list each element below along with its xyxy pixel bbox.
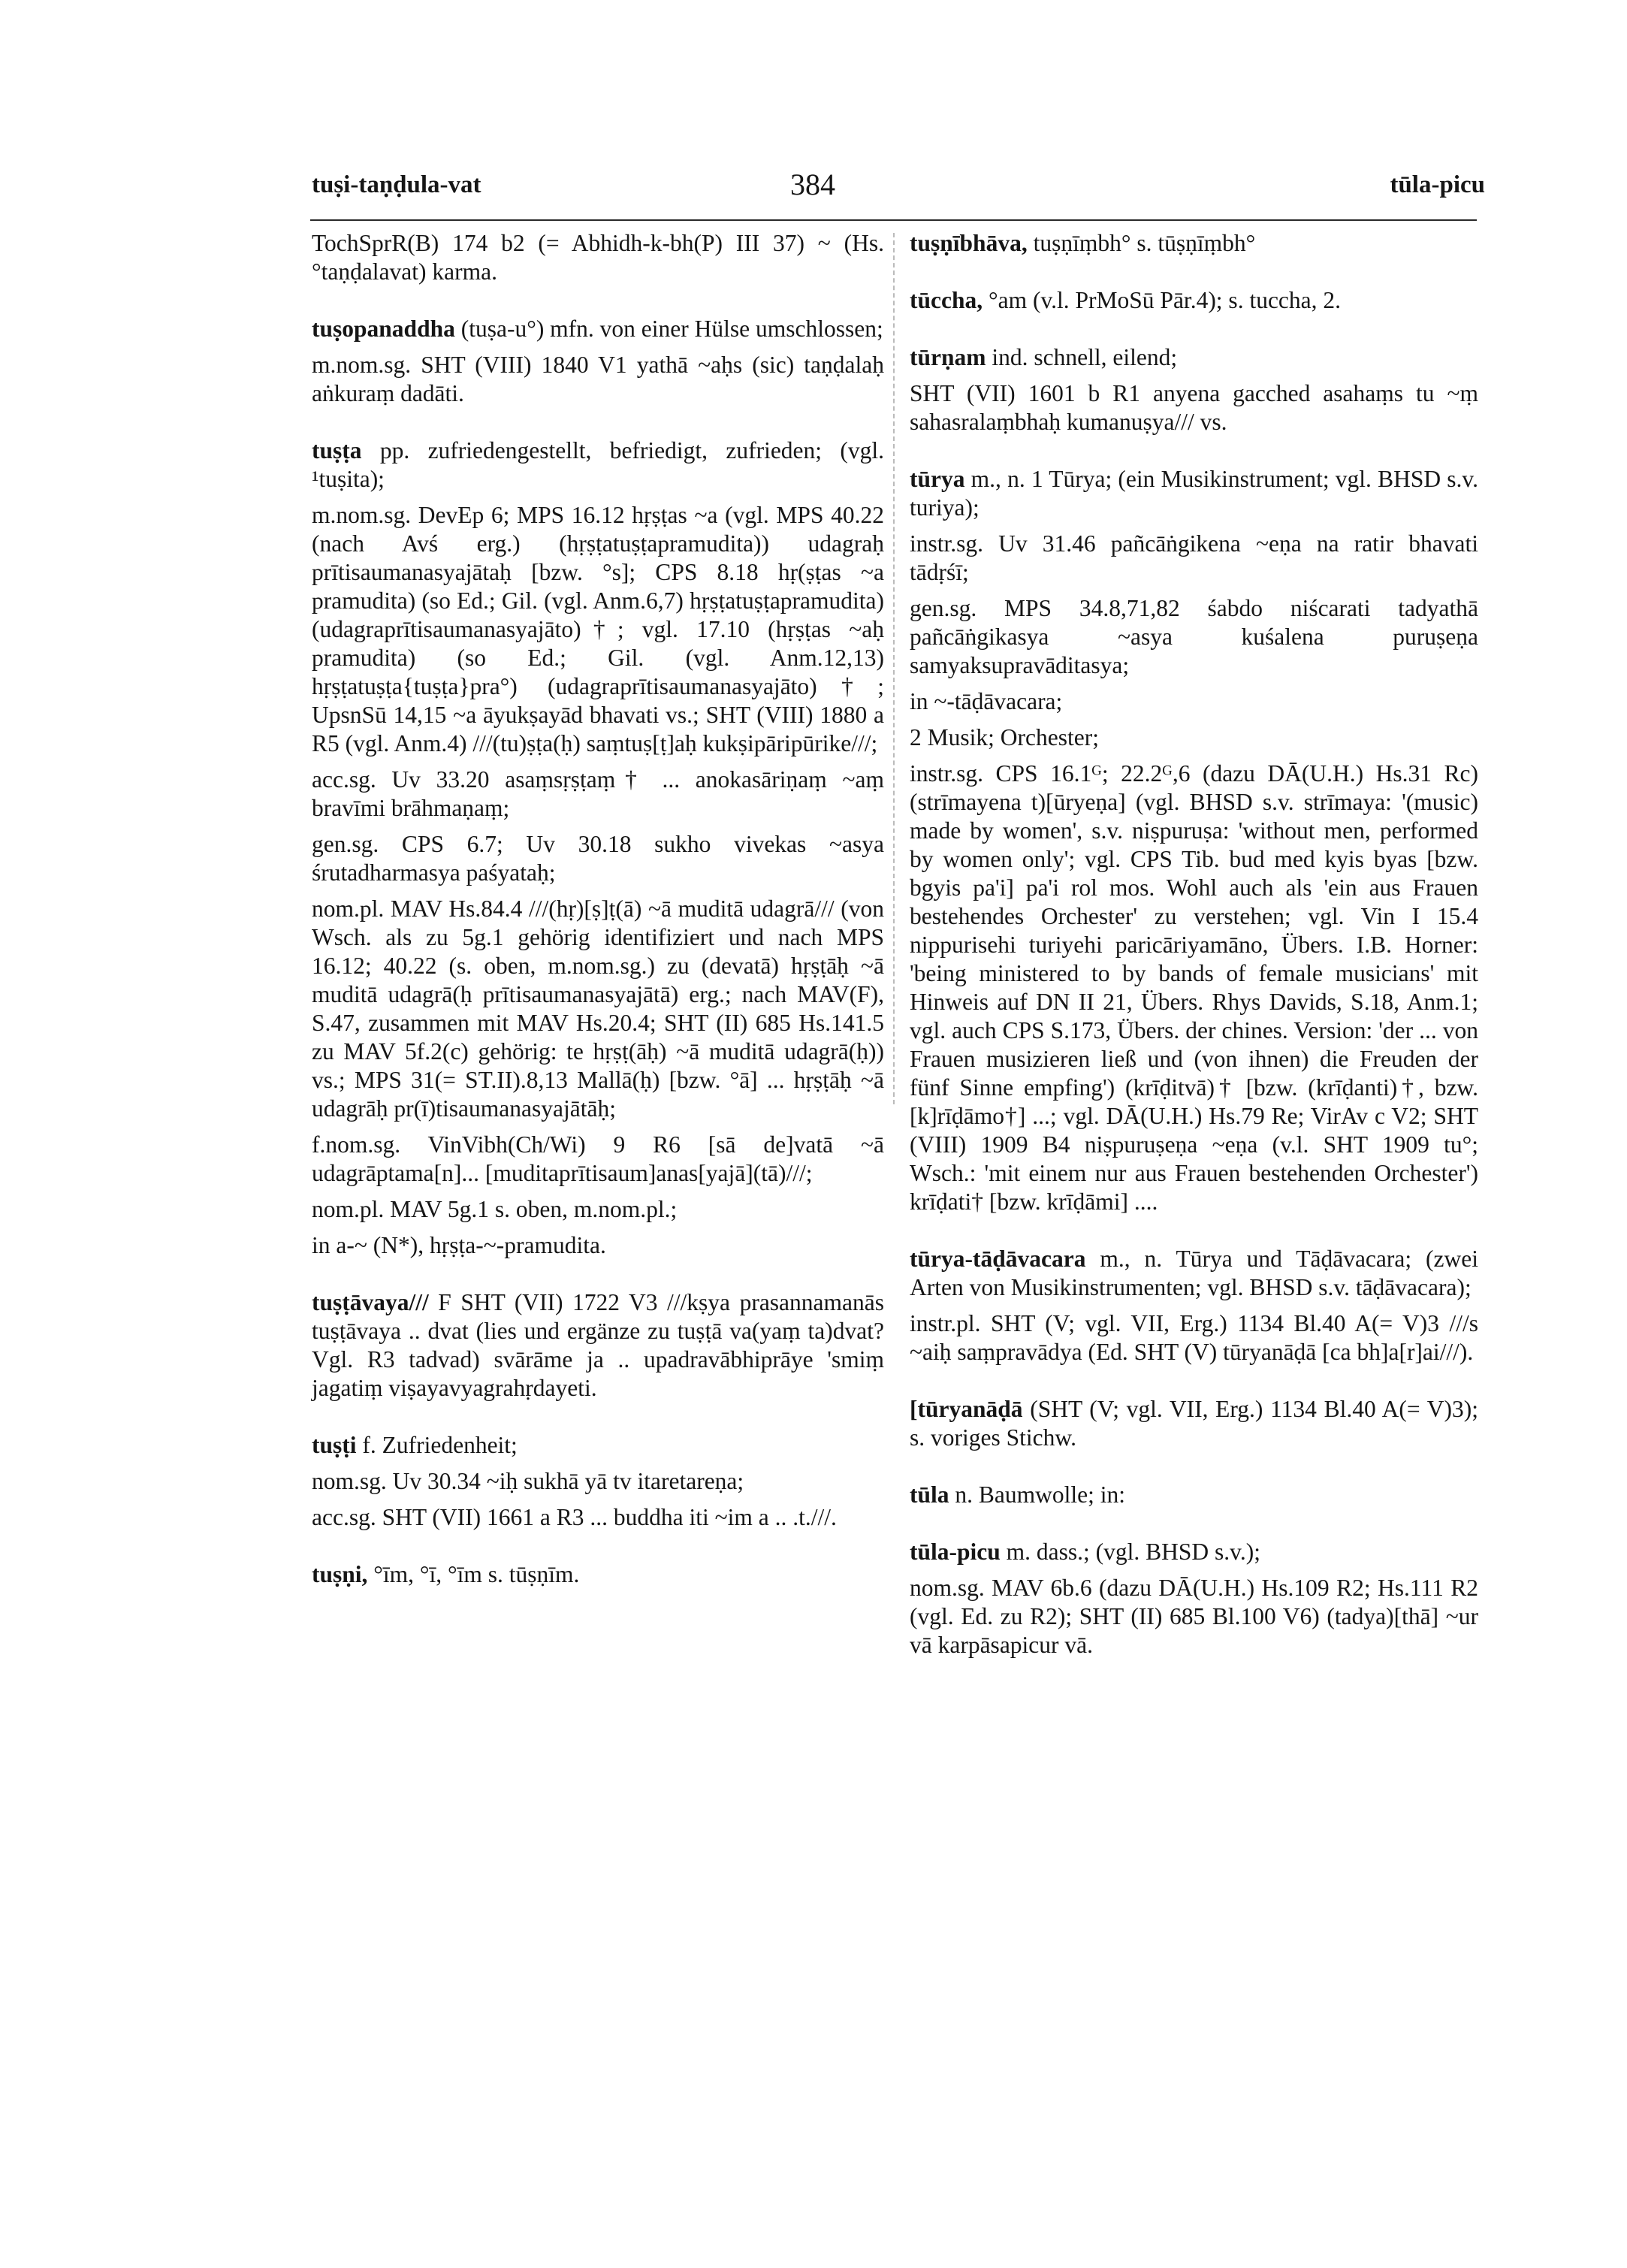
- headword: tuṣṇi,: [312, 1561, 368, 1587]
- entry-headword-line: tūccha, °am (v.l. PrMoSū Pār.4); s. tuccha, 2.: [910, 287, 1342, 313]
- column-divider: [893, 233, 895, 1104]
- dictionary-entry: [910, 1245, 1478, 1367]
- headword: tūla: [910, 1481, 949, 1508]
- dictionary-entry: [312, 1431, 884, 1532]
- entry-line: f.nom.sg. VinVibh(Ch/Wi) 9 R6 [sā de]vatā ~ā udagrāptama[n]... [muditaprītisaum]anas[yajā](tā)///;: [312, 1131, 884, 1186]
- dictionary-entry: [312, 1560, 884, 1589]
- entry-line: nom.pl. MAV Hs.84.4 ///(hṛ)[ṣ]ṭ(ā) ~ā muditā udagrā/// (von Wsch. als zu 5g.1 gehörig identifiziert und nach MPS 16.12; 40.22 (s. oben, m.nom.sg.) zu (devatā) hṛṣṭāḥ ~ā muditā udagrā(ḥ prītisaumanasyajātā) erg.; nach MAV(F), S.47, zusammen mit MAV Hs.20.4; SHT (II) 685 Hs.141.5 zu MAV 5f.2(c) gehörig: te hṛṣṭ(āḥ) ~ā muditā udagrā(ḥ)) vs.; MPS 31(= ST.II).8,13 Mallā(ḥ) [bzw. °ā] ... hṛṣṭāḥ ~ā udagrāḥ pr(ī)tisaumanasyajātāḥ;: [312, 895, 884, 1122]
- entry-line: 2 Musik; Orchester;: [910, 724, 1099, 750]
- entry-headword-line: tūla n. Baumwolle; in:: [910, 1481, 1125, 1508]
- dictionary-entry: [910, 229, 1478, 258]
- dictionary-entry: [312, 1288, 884, 1403]
- entry-line: acc.sg. Uv 33.20 asaṃsṛṣṭaṃ† ... anokasāriṇaṃ ~aṃ bravīmi brāhmaṇaṃ;: [312, 766, 884, 821]
- dictionary-entry: [910, 1395, 1478, 1452]
- headword: tūccha,: [910, 287, 983, 313]
- headword: tuṣṭāvaya///: [312, 1289, 429, 1315]
- entry-headword-line: tuṣṭa pp. zufriedengestellt, befriedigt, zufrieden; (vgl. ¹tuṣita);: [312, 437, 884, 492]
- running-head-left: tuṣi-taṇḍula-vat: [312, 171, 481, 198]
- dictionary-entry: [910, 465, 1478, 1216]
- entry-line: nom.sg. MAV 6b.6 (dazu DĀ(U.H.) Hs.109 R2; Hs.111 R2 (vgl. Ed. zu R2); SHT (II) 685 Bl.100 V6) (tadya)[thā] ~ur vā karpāsapicur vā.: [910, 1575, 1478, 1658]
- entry-headword-line: tūla-picu m. dass.; (vgl. BHSD s.v.);: [910, 1539, 1261, 1565]
- entry-line: instr.sg. Uv 31.46 pañcāṅgikena ~eṇa na ratir bhavati tādṛśī;: [910, 530, 1478, 585]
- entry-headword-line: tuṣṇi, °īm, °ī, °īm s. tūṣṇīm.: [312, 1561, 580, 1587]
- entry-line: gen.sg. CPS 6.7; Uv 30.18 sukho vivekas ~asya śrutadharmasya paśyataḥ;: [312, 831, 884, 886]
- headword: tuṣṇībhāva,: [910, 230, 1028, 256]
- entry-line: nom.sg. Uv 30.34 ~iḥ sukhā yā tv itaretareṇa;: [312, 1468, 744, 1494]
- entry-line: TochSprR(B) 174 b2 (= Abhidh-k-bh(P) III 37) ~ (Hs. °taṇḍalavat) karma.: [312, 230, 884, 285]
- page-number: 384: [790, 168, 835, 201]
- entry-line: in ~-tāḍāvacara;: [910, 688, 1063, 714]
- entry-headword-line: tūrṇam ind. schnell, eilend;: [910, 344, 1178, 370]
- header-rule: [310, 219, 1477, 221]
- dictionary-entry: [910, 343, 1478, 436]
- dictionary-entry: [312, 315, 884, 408]
- entry-headword-line: tūrya m., n. 1 Tūrya; (ein Musikinstrument; vgl. BHSD s.v. turiya);: [910, 466, 1478, 521]
- headword: tūla-picu: [910, 1539, 1001, 1565]
- right-column: [910, 229, 1478, 1688]
- entry-line: gen.sg. MPS 34.8,71,82 śabdo niścarati tadyathā pañcāṅgikasya ~asya kuśalena puruṣeṇa samyaksupravāditasya;: [910, 595, 1478, 678]
- headword: tuṣṭa: [312, 437, 362, 464]
- entry-line: m.nom.sg. SHT (VIII) 1840 V1 yathā ~aḥs (sic) taṇḍalaḥ aṅkuraṃ dadāti.: [312, 352, 884, 406]
- headword: tuṣopanaddha: [312, 316, 455, 342]
- entry-headword-line: tuṣṭi f. Zufriedenheit;: [312, 1432, 518, 1458]
- entry-headword-line: tūrya-tāḍāvacara m., n. Tūrya und Tāḍāvacara; (zwei Arten von Musikinstrumenten; vgl. BHSD s.v. tāḍāvacara);: [910, 1246, 1478, 1300]
- dictionary-entry: [910, 1481, 1478, 1509]
- running-head-right: tūla-picu: [1390, 171, 1485, 198]
- entry-line: m.nom.sg. DevEp 6; MPS 16.12 hṛṣṭas ~a (vgl. MPS 40.22 (nach Avś erg.) (hṛṣṭatuṣṭapramudita)) udagraḥ prītisaumanasyajātaḥ [bzw. °s]; CPS 8.18 hṛ(ṣṭas ~a pramudita) (so Ed.; Gil. (vgl. Anm.6,7) hṛṣṭatuṣṭapramudita) (udagraprītisaumanasyajāto)†; vgl. 17.10 (hṛṣṭas ~aḥ pramudita) (so Ed.; Gil. (vgl. Anm.12,13) hṛṣṭatuṣṭa{tuṣṭa}pra°) (udagraprītisaumanasyajāto)†; UpsnSū 14,15 ~a āyukṣayād bhavati vs.; SHT (VIII) 1880 a R5 (vgl. Anm.4) ///(tu)ṣṭa(ḥ) saṃtuṣ[ṭ]aḥ kukṣipāripūrike///;: [312, 502, 884, 757]
- left-column: [312, 229, 884, 1617]
- dictionary-entry: [910, 286, 1478, 315]
- entry-line: instr.pl. SHT (V; vgl. VII, Erg.) 1134 Bl.40 A(= V)3 ///s ~aiḥ saṃpravādya (Ed. SHT (V) tūryanāḍā [ca bh]a[r]ai///).: [910, 1310, 1478, 1365]
- dictionary-entry: [312, 229, 884, 286]
- entry-headword-line: tuṣṭāvaya/// F SHT (VII) 1722 V3 ///kṣya prasannamanās tuṣṭāvaya .. dvat (lies und ergänze zu tuṣṭā va(yaṃ ta)dvat? Vgl. R3 tadvad) svārāme ja .. upadravābhiprāye 'smiṃ jagatiṃ viṣayavyagrahṛdayeti.: [312, 1289, 884, 1401]
- headword: tūrya: [910, 466, 965, 492]
- headword: tūrya-tāḍāvacara: [910, 1246, 1086, 1272]
- dictionary-entry: [312, 436, 884, 1260]
- headword: tūrṇam: [910, 344, 986, 370]
- entry-headword-line: tuṣopanaddha (tuṣa-u°) mfn. von einer Hülse umschlossen;: [312, 316, 883, 342]
- entry-line: acc.sg. SHT (VII) 1661 a R3 ... buddha iti ~im a .. .t.///.: [312, 1504, 837, 1530]
- headword: tuṣṭi: [312, 1432, 357, 1458]
- entry-headword-line: tuṣṇībhāva, tuṣṇīṃbh° s. tūṣṇīṃbh°: [910, 230, 1256, 256]
- entry-line: in a-~ (N*), hṛṣṭa-~-pramudita.: [312, 1232, 606, 1258]
- entry-line: instr.sg. CPS 16.1ᴳ; 22.2ᴳ,6 (dazu DĀ(U.H.) Hs.31 Rc) (strīmayena t)[ūryeṇa] (vgl. BHSD s.v. strīmaya: '(music) made by women', s.v. niṣpuruṣa: 'without men, performed by women only'; vgl. CPS Tib. bud med kyis byas [bzw. bgyis pa'i] pa'i rol mos. Wohl auch als 'ein aus Frauen bestehendes Orchester' zu verstehen; vgl. Vin I 15.4 nippurisehi turiyehi paricāriyamāno, Übers. I.B. Horner: 'being ministered to by bands of female musicians' mit Hinweis auf DN II 21, Übers. Rhys Davids, S.18, Anm.1; vgl. auch CPS S.173, Übers. der chines. Version: 'der ... von Frauen musizieren ließ und (von ihnen) die Freuden der fünf Sinne empfing') (krīḍitvā)† [bzw. (krīḍanti)†, bzw. [k]rīḍāmo†] ...; vgl. DĀ(U.H.) Hs.79 Re; VirAv c V2; SHT (VIII) 1909 B4 niṣpuruṣeṇa ~eṇa (v.l. SHT 1909 tu°; Wsch.: 'mit einem nur aus Frauen bestehenden Orchester') krīḍati† [bzw. krīḍāmi] ....: [910, 760, 1478, 1215]
- entry-line: SHT (VII) 1601 b R1 anyena gacched asahaṃs tu ~ṃ sahasralaṃbhaḥ kumanuṣya/// vs.: [910, 380, 1478, 435]
- dictionary-entry: [910, 1538, 1478, 1659]
- entry-line: nom.pl. MAV 5g.1 s. oben, m.nom.pl.;: [312, 1196, 678, 1222]
- entry-headword-line: [tūryanāḍā (SHT (V; vgl. VII, Erg.) 1134 Bl.40 A(= V)3); s. voriges Stichw.: [910, 1396, 1478, 1451]
- headword: [tūryanāḍā: [910, 1396, 1023, 1422]
